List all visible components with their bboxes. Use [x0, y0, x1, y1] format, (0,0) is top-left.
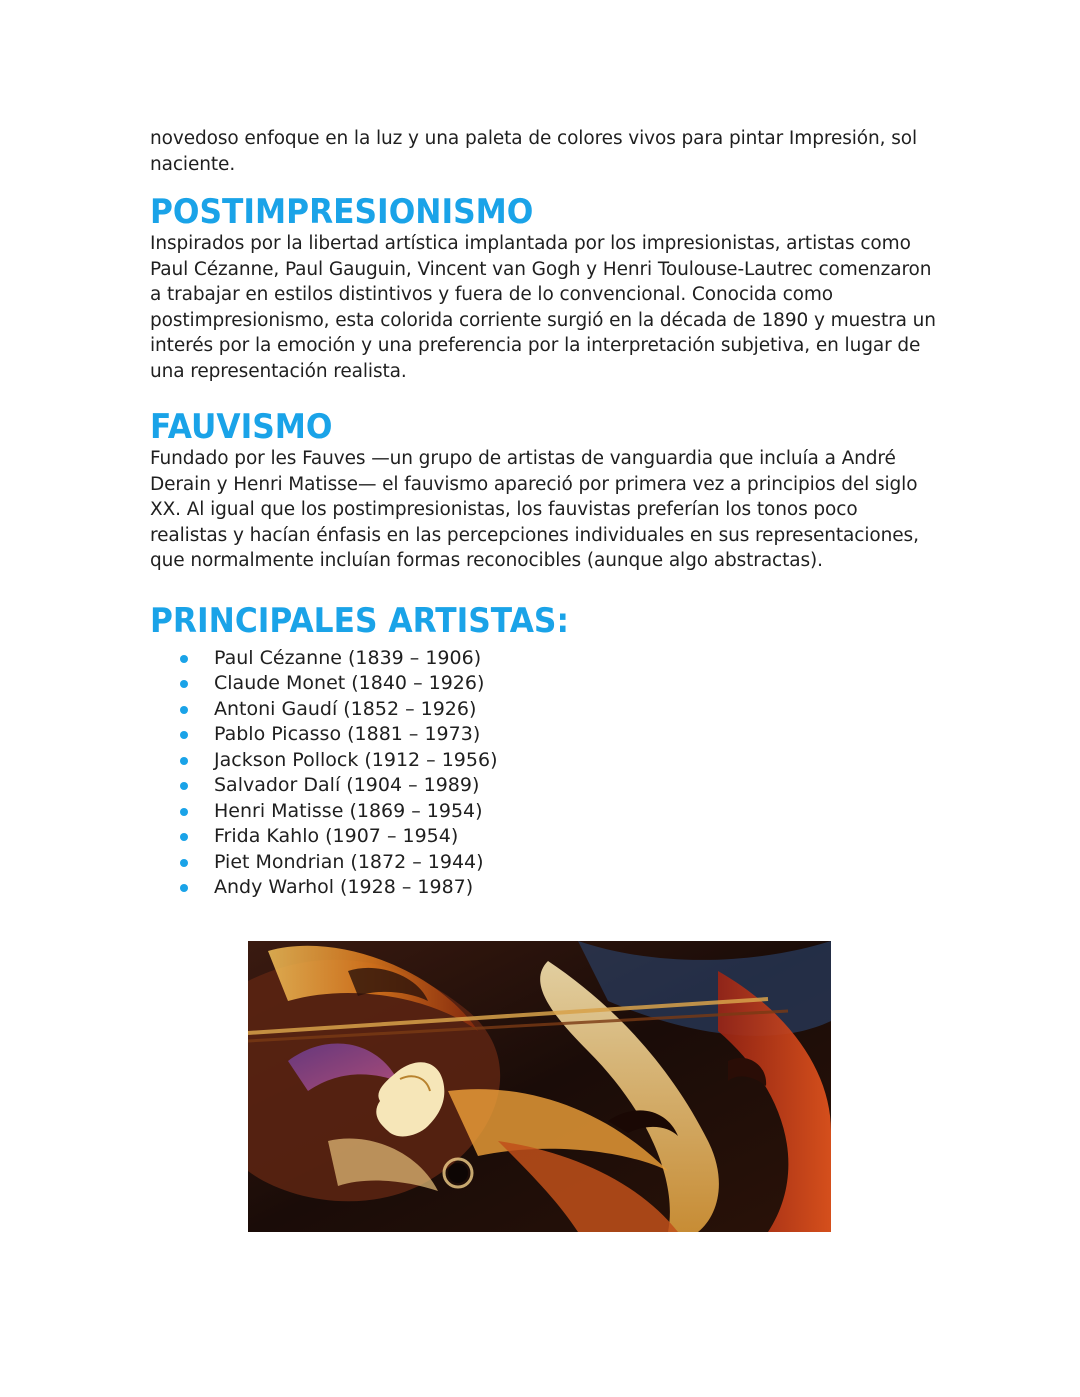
artist-name: Jackson Pollock (1912 – 1956) — [214, 748, 498, 771]
list-item — [180, 748, 940, 774]
bullet-icon — [180, 731, 188, 739]
list-item — [180, 646, 940, 672]
abstract-painting-image — [248, 941, 831, 1232]
bullet-icon — [180, 859, 188, 867]
artist-name: Antoni Gaudí (1852 – 1926) — [214, 697, 477, 720]
heading-postimpresionismo: POSTIMPRESIONISMO — [150, 192, 534, 232]
artist-name: Salvador Dalí (1904 – 1989) — [214, 774, 480, 796]
artist-name: Andy Warhol (1928 – 1987) — [214, 876, 474, 898]
list-item — [180, 875, 940, 901]
heading-fauvismo: FAUVISMO — [150, 407, 333, 447]
list-item — [180, 773, 940, 799]
bullet-icon — [180, 782, 188, 790]
list-item — [180, 671, 940, 697]
list-item — [180, 722, 940, 748]
artist-name: Henri Matisse (1869 – 1954) — [214, 799, 483, 822]
bullet-icon — [180, 757, 188, 765]
bullet-icon — [180, 884, 188, 892]
painting-illustration — [248, 941, 831, 1232]
list-item — [180, 697, 940, 723]
heading-principales-artistas: PRINCIPALES ARTISTAS: — [150, 600, 569, 641]
artist-name: Paul Cézanne (1839 – 1906) — [214, 646, 482, 669]
list-item — [180, 850, 940, 876]
bullet-icon — [180, 706, 188, 714]
list-item — [180, 799, 940, 825]
artist-name: Pablo Picasso (1881 – 1973) — [214, 723, 481, 745]
list-item — [180, 824, 940, 850]
artist-name: Claude Monet (1840 – 1926) — [214, 672, 485, 694]
artist-name: Piet Mondrian (1872 – 1944) — [214, 850, 484, 873]
intro-paragraph: novedoso enfoque en la luz y una paleta de colores vivos para pintar Impresión, sol naciente. — [150, 128, 918, 175]
bullet-icon — [180, 808, 188, 816]
bullet-icon — [180, 680, 188, 688]
artists-list — [150, 646, 940, 901]
bullet-icon — [180, 655, 188, 663]
postimpresionismo-paragraph: Inspirados por la libertad artística implantada por los impresionistas, artistas como Paul Cézanne, Paul Gauguin, Vincent van Gogh y Henri Toulouse-Lautrec comenzaron a trabajar en estilos distintivos y fuera de lo convencional. Conocida como postimpresionismo, esta colorida corriente surgió en la década de 1890 y muestra un interés por la emoción y una preferencia por la interpretación subjetiva, en lugar de una representación realista. — [150, 233, 936, 382]
document-page — [150, 126, 940, 901]
fauvismo-paragraph: Fundado por les Fauves —un grupo de artistas de vanguardia que incluía a André Derain y Henri Matisse— el fauvismo apareció por primera vez a principios del siglo XX. Al igual que los postimpresionistas, los fauvistas preferían los tonos poco realistas y hacían énfasis en las percepciones individuales en sus representaciones, que normalmente incluían formas reconocibles (aunque algo abstractas). — [150, 448, 919, 571]
artist-name: Frida Kahlo (1907 – 1954) — [214, 825, 459, 847]
bullet-icon — [180, 833, 188, 841]
